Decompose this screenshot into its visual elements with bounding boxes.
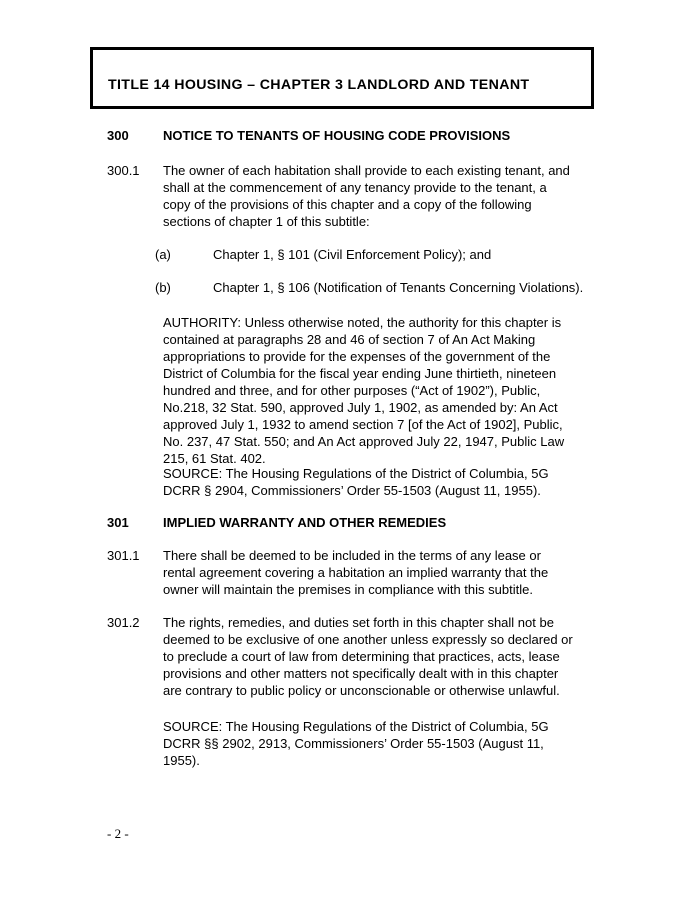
- paragraph-number: 300.1: [107, 163, 140, 178]
- section-number: 300: [107, 128, 129, 143]
- paragraph-number: 301.2: [107, 615, 140, 630]
- source-note-301: SOURCE: The Housing Regulations of the District of Columbia, 5G DCRR §§ 2902, 2913, Commissioners’ Order 55-1503 (August 11, 1955).: [163, 719, 549, 768]
- section-title: IMPLIED WARRANTY AND OTHER REMEDIES: [163, 515, 447, 530]
- page-number: - 2 -: [107, 826, 129, 841]
- paragraph-text: The rights, remedies, and duties set forth in this chapter shall not be deemed to be exclusive of one another unless expressly so declared or to preclude a court of law from determining that practices, acts, lease provisions and other matters not specifically dealt with in this chapter are contrary to public policy or unconscionable or otherwise unlawful.: [163, 615, 573, 698]
- list-item-label: (b): [155, 280, 171, 295]
- list-item-a: [155, 246, 491, 263]
- paragraph-number: 301.1: [107, 548, 140, 563]
- paragraph-text: The owner of each habitation shall provide to each existing tenant, and shall at the commencement of any tenancy provide to the tenant, a copy of the provisions of this chapter and a copy of the following sections of chapter 1 of this subtitle:: [163, 163, 570, 229]
- section-heading-300: [107, 128, 510, 143]
- section-number: 301: [107, 515, 129, 530]
- section-title: NOTICE TO TENANTS OF HOUSING CODE PROVISIONS: [163, 128, 511, 143]
- list-item-b: [155, 279, 583, 296]
- list-item-label: (a): [155, 247, 171, 262]
- list-item-text: Chapter 1, § 106 (Notification of Tenants Concerning Violations).: [213, 280, 584, 295]
- authority-note: AUTHORITY: Unless otherwise noted, the authority for this chapter is contained at paragraphs 28 and 46 of section 7 of An Act Making appropriations to provide for the expenses of the government of the District of Columbia for the fiscal year ending June thirtieth, nineteen hundred and three, and for other purposes (“Act of 1902”), Public, No.218, 32 Stat. 590, approved July 1, 1902, as amended by: An Act approved July 1, 1932 to amend section 7 [of the Act of 1902], Public, No. 237, 47 Stat. 550; and An Act approved July 22, 1947, Public Law 215, 61 Stat. 402.: [163, 315, 565, 466]
- document-title: TITLE 14 HOUSING – CHAPTER 3 LANDLORD AND TENANT: [108, 76, 530, 93]
- section-heading-301: [107, 515, 446, 530]
- paragraph-text: There shall be deemed to be included in the terms of any lease or rental agreement covering a habitation an implied warranty that the owner will maintain the premises in compliance with this subtitle.: [163, 548, 549, 597]
- title-box: [90, 47, 594, 109]
- source-note-300: SOURCE: The Housing Regulations of the District of Columbia, 5G DCRR § 2904, Commissioners’ Order 55-1503 (August 11, 1955).: [163, 466, 549, 498]
- paragraph-300-1: [107, 162, 577, 230]
- paragraph-301-2: [107, 614, 577, 699]
- paragraph-301-1: [107, 547, 577, 598]
- list-item-text: Chapter 1, § 101 (Civil Enforcement Policy); and: [213, 247, 492, 262]
